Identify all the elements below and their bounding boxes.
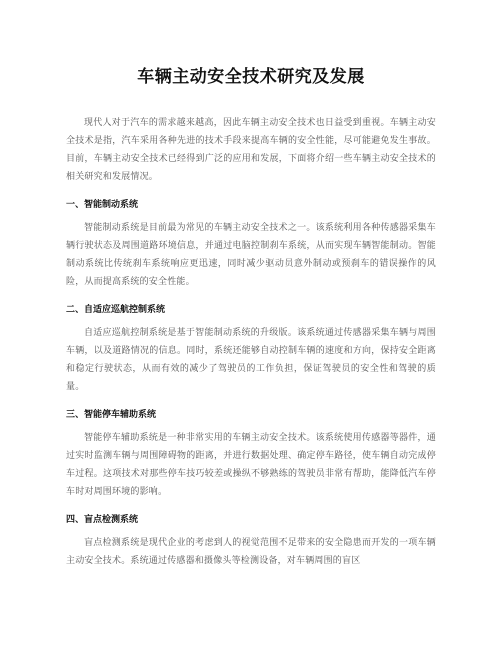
section-heading-adaptive-cruise: 二、自适应巡航控制系统 xyxy=(66,305,166,315)
document-title: 车辆主动安全技术研究及发展 xyxy=(137,67,365,87)
section-body-braking: 智能制动系统是目前最为常见的车辆主动安全技术之一。该系统利用各种传感器采集车辆行驶状态及周围道路环境信息，并通过电脑控制刹车系统，从而实现车辆智能制动。智能制动系统比传统刹车系统响应更迅速，同时减少驱动员意外制动或预刹车的错误操作的风险，从而提高系统的安全性能。 xyxy=(66,223,436,287)
section-heading-parking-assist: 三、智能停车辅助系统 xyxy=(66,410,157,420)
section-heading-blind-spot: 四、盲点检测系统 xyxy=(66,515,139,525)
section-heading-braking: 一、智能制动系统 xyxy=(66,200,139,210)
section-body-blind-spot: 盲点检测系统是现代企业的考虑到人的视觉范围不足带来的安全隐患而开发的一项车辆主动安全技术。系统通过传感器和摄像头等检测设备，对车辆周围的盲区 xyxy=(66,538,436,566)
section-body-adaptive-cruise: 自适应巡航控制系统是基于智能制动系统的升级版。该系统通过传感器采集车辆与周围车辆，以及道路情况的信息。同时，系统还能够自动控制车辆的速度和方向，保持安全距离和稳定行驶状态，从而有效的减少了驾驶员的工作负担，保证驾驶员的安全性和驾驶的质量。 xyxy=(66,328,436,392)
intro-paragraph: 现代人对于汽车的需求越来越高，因此车辆主动安全技术也日益受到重视。车辆主动安全技术是指，汽车采用各种先进的技术手段来提高车辆的安全性能，尽可能避免发生事故。目前，车辆主动安全技术已经得到广泛的应用和发展，下面将介绍一些车辆主动安全技术的相关研究和发展情况。 xyxy=(66,118,436,182)
section-body-parking-assist: 智能停车辅助系统是一种非常实用的车辆主动安全技术。该系统使用传感器等器件，通过实时监测车辆与周围障碍物的距离，并进行数据处理、确定停车路径，使车辆自动完成停车过程。这项技术对那些停车技巧较差或操纵不够熟练的驾驶员非常有帮助，能降低汽车停车时对周围环境的影响。 xyxy=(66,433,436,497)
